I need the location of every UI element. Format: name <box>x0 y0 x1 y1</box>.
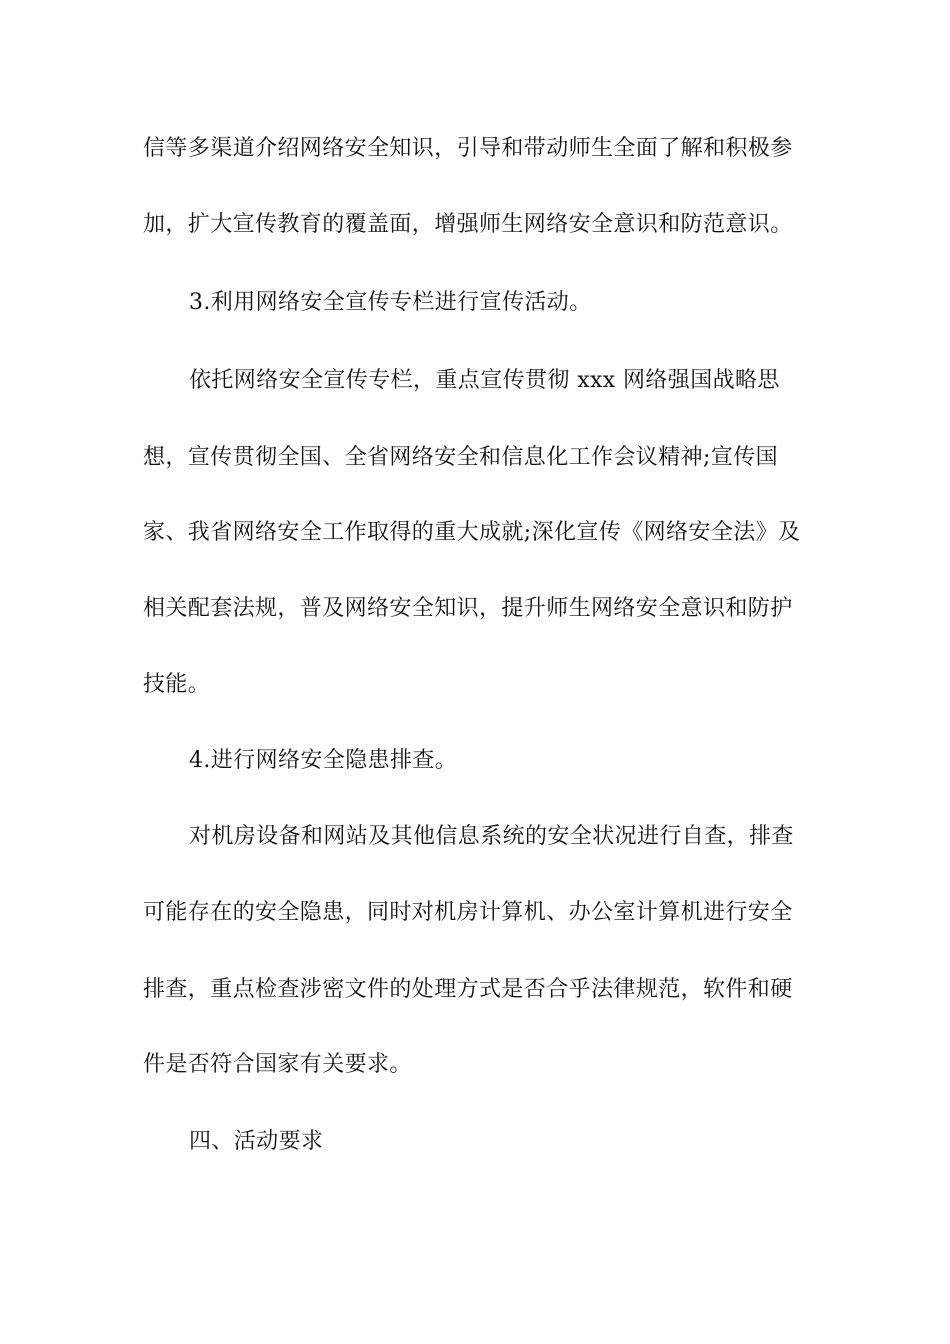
paragraph-line: 相关配套法规，普及网络安全知识，提升师生网络安全意识和防护 <box>143 596 793 621</box>
section-heading-activity-requirements: 四、活动要求 <box>189 1129 324 1154</box>
paragraph-line: 排查，重点检查涉密文件的处理方式是否合乎法律规范，软件和硬 <box>143 977 793 1002</box>
paragraph-line: 可能存在的安全隐患，同时对机房计算机、办公室计算机进行安全 <box>143 900 793 925</box>
paragraph-line: 信等多渠道介绍网络安全知识，引导和带动师生全面了解和积极参 <box>143 136 793 161</box>
paragraph-line: 件是否符合国家有关要求。 <box>143 1052 412 1077</box>
paragraph-line: 对机房设备和网站及其他信息系统的安全状况进行自查，排查 <box>189 824 794 849</box>
section-heading-4: 4.进行网络安全隐患排查。 <box>189 748 458 773</box>
paragraph-line: 家、我省网络安全工作取得的重大成就;深化宣传《网络安全法》及 <box>143 520 801 545</box>
section-heading-3: 3.利用网络安全宣传专栏进行宣传活动。 <box>189 290 592 315</box>
paragraph-line: 依托网络安全宣传专栏，重点宣传贯彻 xxx 网络强国战略思 <box>189 368 780 393</box>
paragraph-line: 加，扩大宣传教育的覆盖面，增强师生网络安全意识和防范意识。 <box>143 212 793 237</box>
paragraph-line: 想，宣传贯彻全国、全省网络安全和信息化工作会议精神;宣传国 <box>143 445 779 470</box>
paragraph-line: 技能。 <box>143 672 211 697</box>
